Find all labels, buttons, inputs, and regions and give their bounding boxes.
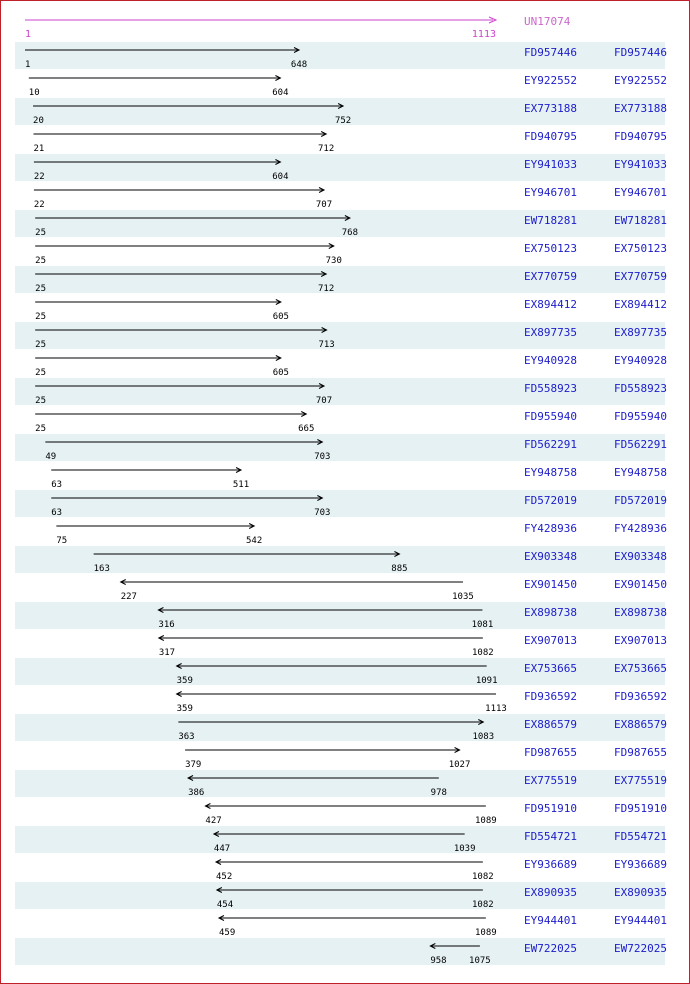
alignment-row <box>29 74 667 98</box>
end-label: 1113 <box>485 704 507 714</box>
end-label: 604 <box>272 172 289 182</box>
start-label: 25 <box>35 256 47 266</box>
end-label: 1091 <box>475 676 498 686</box>
alignment-row <box>216 858 667 882</box>
end-label: 1089 <box>474 928 497 938</box>
alignment-row <box>35 242 667 266</box>
accession-link-secondary[interactable]: EY941033 <box>614 158 667 171</box>
accession-link-secondary[interactable]: FD936592 <box>614 690 667 703</box>
accession-link[interactable]: FD572019 <box>524 494 577 507</box>
start-label: 317 <box>158 648 176 658</box>
end-label: 605 <box>272 312 289 322</box>
accession-link-secondary[interactable]: EY936689 <box>614 858 667 871</box>
accession-link-secondary[interactable]: EX907013 <box>614 634 667 647</box>
alignment-row <box>35 354 667 378</box>
start-label: 447 <box>213 844 231 854</box>
alignment-row <box>205 802 667 826</box>
accession-link-secondary[interactable]: EY948758 <box>614 466 667 479</box>
reference-track <box>25 15 571 40</box>
alignment-row <box>177 690 667 714</box>
accession-link-secondary[interactable]: EW718281 <box>614 214 667 227</box>
start-label: 22 <box>33 172 45 182</box>
accession-link[interactable]: EX750123 <box>524 242 577 255</box>
accession-link[interactable]: FD558923 <box>524 382 577 395</box>
accession-link[interactable]: FD936592 <box>524 690 577 703</box>
start-label: 386 <box>188 788 205 798</box>
reference-start-label: 1 <box>25 29 32 40</box>
start-label: 25 <box>35 312 47 322</box>
accession-link[interactable]: EW718281 <box>524 214 577 227</box>
end-label: 1075 <box>469 956 491 966</box>
accession-link[interactable]: EX897735 <box>524 326 577 339</box>
accession-link-secondary[interactable]: EX890935 <box>614 886 667 899</box>
end-label: 1082 <box>472 872 494 882</box>
end-label: 712 <box>318 144 335 154</box>
accession-link[interactable]: EX894412 <box>524 298 577 311</box>
end-label: 703 <box>314 508 331 518</box>
accession-link-secondary[interactable]: EX901450 <box>614 578 667 591</box>
start-label: 25 <box>35 284 47 294</box>
accession-link[interactable]: EX901450 <box>524 578 577 591</box>
end-label: 511 <box>232 480 250 490</box>
accession-link-secondary[interactable]: FD957446 <box>614 46 667 59</box>
end-label: 713 <box>318 340 335 350</box>
accession-link[interactable]: EX773188 <box>524 102 577 115</box>
start-label: 958 <box>430 956 447 966</box>
alignment-row <box>185 746 667 770</box>
end-label: 712 <box>318 284 335 294</box>
accession-link-secondary[interactable]: FD951910 <box>614 802 667 815</box>
accession-link[interactable]: FY428936 <box>524 522 577 535</box>
start-label: 22 <box>33 200 45 210</box>
start-label: 63 <box>51 508 63 518</box>
accession-link-secondary[interactable]: FD554721 <box>614 830 667 843</box>
start-label: 21 <box>33 144 45 154</box>
accession-link[interactable]: FD987655 <box>524 746 577 759</box>
end-label: 978 <box>430 788 447 798</box>
accession-link-secondary[interactable]: EX775519 <box>614 774 667 787</box>
accession-link[interactable]: FD957446 <box>524 46 577 59</box>
end-label: 703 <box>314 452 331 462</box>
accession-link-secondary[interactable]: EX753665 <box>614 662 667 675</box>
accession-link-secondary[interactable]: EW722025 <box>614 942 667 955</box>
end-label: 605 <box>272 368 289 378</box>
end-label: 1039 <box>453 844 476 854</box>
accession-link[interactable]: EY948758 <box>524 466 577 479</box>
start-label: 163 <box>93 564 110 574</box>
end-label: 1083 <box>472 732 495 742</box>
accession-link-secondary[interactable]: EX903348 <box>614 550 667 563</box>
start-label: 25 <box>35 228 47 238</box>
start-label: 10 <box>28 88 40 98</box>
alignment-row <box>121 578 667 602</box>
accession-link-secondary[interactable]: EY922552 <box>614 74 667 87</box>
start-label: 459 <box>218 928 236 938</box>
accession-link-secondary[interactable]: EX898738 <box>614 606 667 619</box>
accession-link[interactable]: EY922552 <box>524 74 577 87</box>
accession-link[interactable]: EY936689 <box>524 858 577 871</box>
accession-link[interactable]: EX886579 <box>524 718 577 731</box>
end-label: 665 <box>298 424 315 434</box>
accession-link-secondary[interactable]: EX886579 <box>614 718 667 731</box>
start-label: 20 <box>33 116 44 126</box>
start-label: 359 <box>176 676 193 686</box>
accession-link-secondary[interactable]: EY946701 <box>614 186 667 199</box>
alignment-row <box>51 466 667 490</box>
accession-link-secondary[interactable]: FD987655 <box>614 746 667 759</box>
accession-link-secondary[interactable]: FY428936 <box>614 522 667 535</box>
start-label: 452 <box>216 872 233 882</box>
accession-link-secondary[interactable]: EY944401 <box>614 914 667 927</box>
end-label: 730 <box>325 256 342 266</box>
end-label: 1027 <box>448 760 471 770</box>
start-label: 427 <box>205 816 222 826</box>
alignment-row <box>159 634 667 658</box>
accession-link[interactable]: EX903348 <box>524 550 577 563</box>
accession-link-secondary[interactable]: FD558923 <box>614 382 667 395</box>
start-label: 25 <box>35 340 47 350</box>
accession-link[interactable]: EX898738 <box>524 606 577 619</box>
accession-link-secondary[interactable]: EX897735 <box>614 326 667 339</box>
start-label: 359 <box>176 704 193 714</box>
accession-link[interactable]: EX775519 <box>524 774 577 787</box>
start-label: 316 <box>158 620 175 630</box>
accession-link-secondary[interactable]: FD955940 <box>614 410 667 423</box>
end-label: 885 <box>391 564 408 574</box>
reference-end-label: 1113 <box>471 29 496 40</box>
start-label: 227 <box>120 592 137 602</box>
end-label: 648 <box>290 60 308 70</box>
end-label: 542 <box>246 536 263 546</box>
end-label: 1082 <box>472 648 494 658</box>
accession-link-secondary[interactable]: FD940795 <box>614 130 667 143</box>
accession-link-secondary[interactable]: FD562291 <box>614 438 667 451</box>
end-label: 768 <box>341 228 359 238</box>
accession-link[interactable]: FD940795 <box>524 130 577 143</box>
accession-link[interactable]: EY946701 <box>524 186 577 199</box>
accession-link[interactable]: EY940928 <box>524 354 577 367</box>
accession-link[interactable]: FD955940 <box>524 410 577 423</box>
accession-link[interactable]: EX770759 <box>524 270 577 283</box>
accession-link[interactable]: EX753665 <box>524 662 577 675</box>
accession-link[interactable]: FD562291 <box>524 438 577 451</box>
accession-link-secondary[interactable]: EX894412 <box>614 298 667 311</box>
end-label: 1082 <box>472 900 494 910</box>
start-label: 25 <box>35 396 47 406</box>
end-label: 707 <box>315 396 333 406</box>
end-label: 1035 <box>452 592 474 602</box>
accession-link[interactable]: FD554721 <box>524 830 577 843</box>
end-label: 707 <box>315 200 333 210</box>
start-label: 49 <box>45 452 57 462</box>
accession-link[interactable]: EX907013 <box>524 634 577 647</box>
start-label: 75 <box>56 536 68 546</box>
start-label: 63 <box>51 480 63 490</box>
accession-link[interactable]: EY941033 <box>524 158 577 171</box>
end-label: 1089 <box>474 816 497 826</box>
accession-link-secondary[interactable]: EX770759 <box>614 270 667 283</box>
start-label: 379 <box>185 760 202 770</box>
alignment-row <box>34 186 667 210</box>
end-label: 1081 <box>471 620 494 630</box>
start-label: 25 <box>35 368 47 378</box>
start-label: 1 <box>25 60 31 70</box>
accession-link[interactable]: EY944401 <box>524 914 577 927</box>
alignment-row <box>33 130 667 154</box>
start-label: 363 <box>178 732 195 742</box>
alignment-row <box>219 914 667 938</box>
start-label: 454 <box>216 900 234 910</box>
accession-link-secondary[interactable]: EX773188 <box>614 102 667 115</box>
alignment-row <box>35 298 667 322</box>
end-label: 604 <box>272 88 289 98</box>
start-label: 25 <box>35 424 47 434</box>
accession-link-secondary[interactable]: FD572019 <box>614 494 667 507</box>
accession-link[interactable]: EX890935 <box>524 886 577 899</box>
alignment-row <box>35 410 667 434</box>
accession-link-secondary[interactable]: EX750123 <box>614 242 667 255</box>
end-label: 752 <box>334 116 352 126</box>
accession-link-secondary[interactable]: EY940928 <box>614 354 667 367</box>
reference-id[interactable]: UN17074 <box>524 15 571 28</box>
accession-link[interactable]: EW722025 <box>524 942 577 955</box>
alignment-row <box>56 522 667 546</box>
accession-link[interactable]: FD951910 <box>524 802 577 815</box>
